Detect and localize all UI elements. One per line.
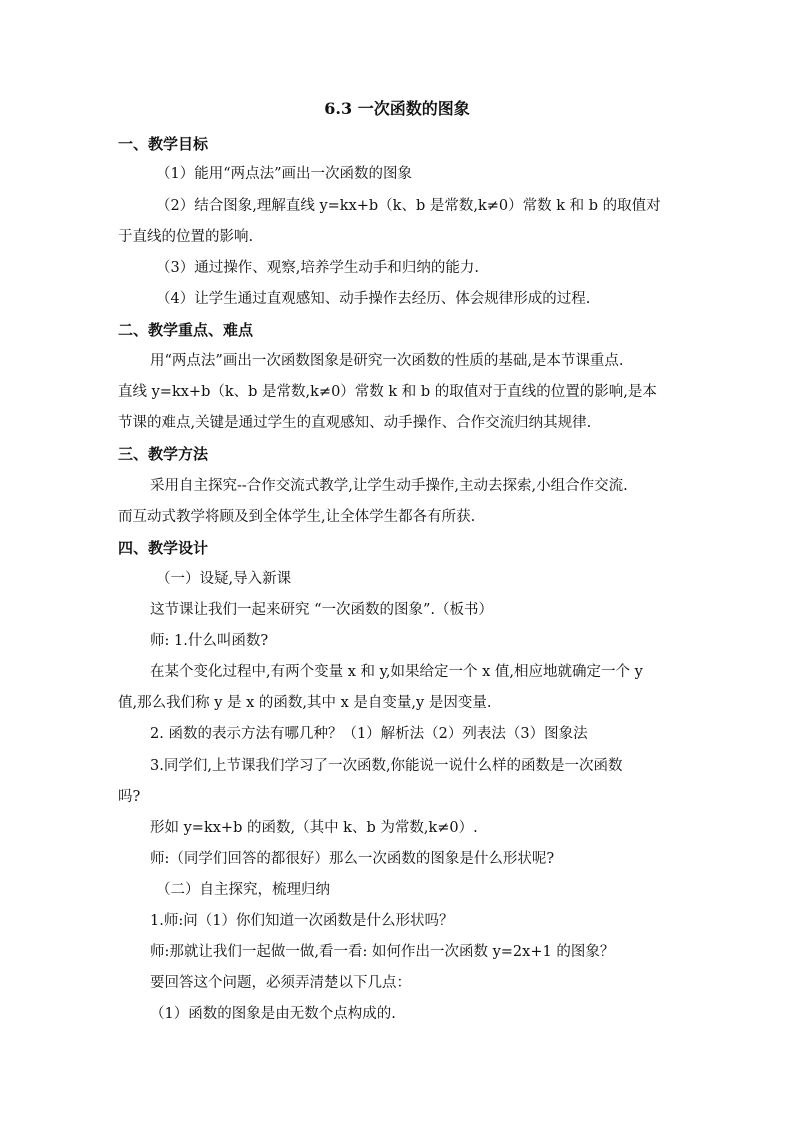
methods-line-1: 采用自主探究--合作交流式教学,让学生动手操作,主动去探索,小组合作交流. xyxy=(150,478,628,494)
design-line-2: 师: 1.什么叫函数? xyxy=(150,633,269,649)
section-heading-objectives: 一、教学目标 xyxy=(118,135,209,153)
design-line-5a: 3.同学们,上节课我们学习了一次函数,你能说一说什么样的函数是一次函数 xyxy=(150,758,623,774)
design-line-11: （1）函数的图象是由无数个点构成的. xyxy=(150,1006,396,1022)
objective-1: （1）能用“两点法”画出一次函数的图象 xyxy=(156,166,413,182)
methods-line-2: 而互动式教学将顾及到全体学生,让全体学生都各有所获. xyxy=(118,509,476,525)
section-heading-methods: 三、教学方法 xyxy=(118,445,209,463)
design-line-4: 2. 函数的表示方法有哪几种？（1）解析法（2）列表法（3）图象法 xyxy=(150,726,588,742)
section-heading-design: 四、教学设计 xyxy=(118,539,209,557)
design-subsection-2: （二）自主探究，梳理归纳 xyxy=(156,882,330,898)
design-line-10: 要回答这个问题，必须弄清楚以下几点： xyxy=(150,975,411,991)
key-points-line-3: 节课的难点,关键是通过学生的直观感知、动手操作、合作交流归纳其规律. xyxy=(118,415,592,431)
objective-2-line-2: 于直线的位置的影响. xyxy=(118,229,254,245)
section-heading-key-points: 二、教学重点、难点 xyxy=(118,321,254,339)
design-line-3a: 在某个变化过程中,有两个变量 x 和 y,如果给定一个 x 值,相应地就确定一个 y xyxy=(150,664,643,680)
design-line-6: 形如 y=kx+b 的函数,（其中 k、b 为常数,k≠0）. xyxy=(150,820,478,836)
design-line-3b: 值,那么我们称 y 是 x 的函数,其中 x 是自变量,y 是因变量. xyxy=(118,695,492,711)
objective-3: （3）通过操作、观察,培养学生动手和归纳的能力. xyxy=(156,260,479,276)
design-line-5b: 吗? xyxy=(118,789,141,805)
key-points-line-1: 用“两点法”画出一次函数图象是研究一次函数的性质的基础,是本节课重点. xyxy=(150,353,624,369)
objective-2-line-1: （2）结合图象,理解直线 y=kx+b（k、b 是常数,k≠0）常数 k 和 b 的取值对 xyxy=(156,198,661,214)
design-line-7: 师:（同学们回答的都很好）那么一次函数的图象是什么形状呢? xyxy=(150,851,555,867)
key-points-line-2: 直线 y=kx+b（k、b 是常数,k≠0）常数 k 和 b 的取值对于直线的位置的影响,是本 xyxy=(118,384,657,400)
design-line-8: 1.师:问（1）你们知道一次函数是什么形状吗？ xyxy=(150,913,454,929)
design-line-9: 师:那就让我们一起做一做,看一看: 如何作出一次函数 y=2x+1 的图象？ xyxy=(150,944,615,960)
design-subsection-1: （一）设疑,导入新课 xyxy=(156,571,292,587)
objective-4: （4）让学生通过直观感知、动手操作去经历、体会规律形成的过程. xyxy=(156,291,591,307)
design-line-1: 这节课让我们一起来研究 “一次函数的图象”.（板书） xyxy=(150,602,494,618)
page-title: 6.3 一次函数的图象 xyxy=(324,99,470,118)
